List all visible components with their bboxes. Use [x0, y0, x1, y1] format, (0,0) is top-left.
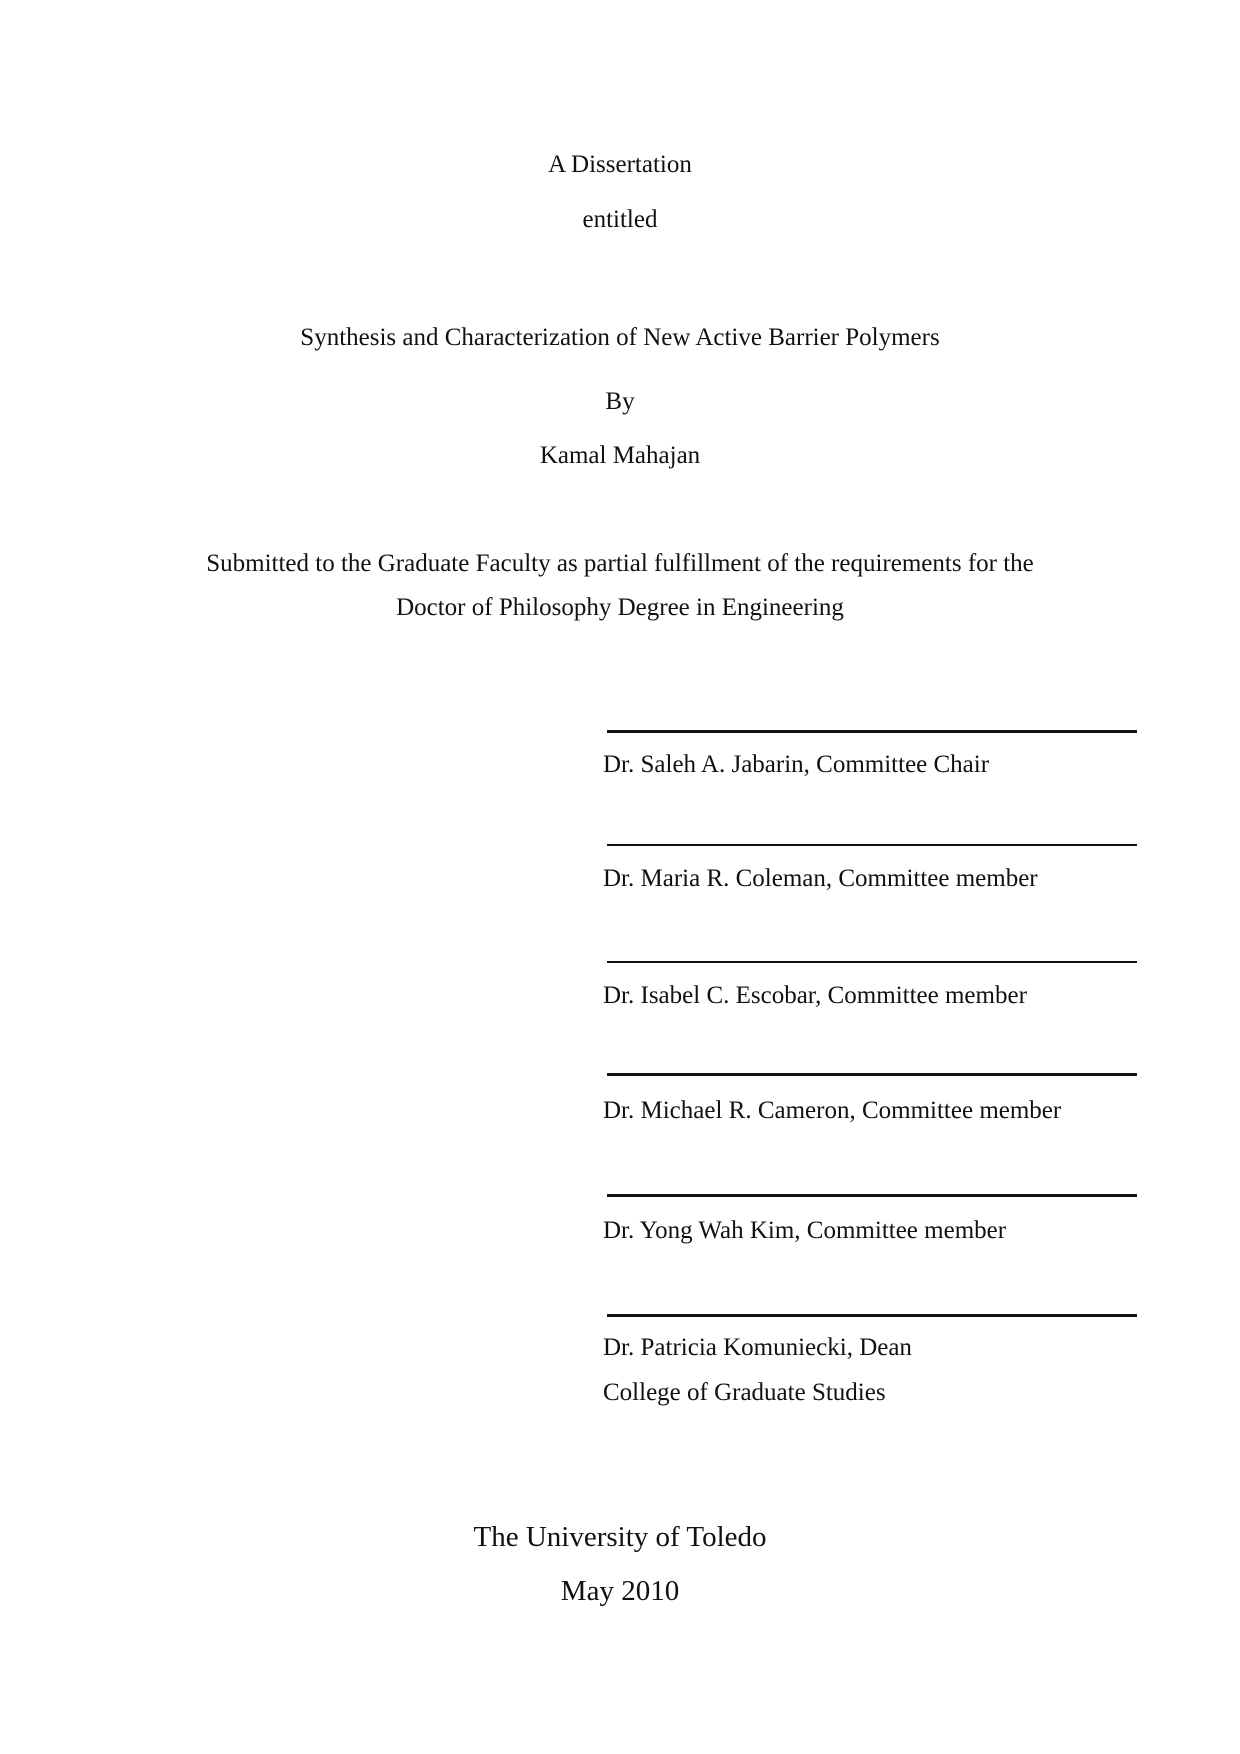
submission-statement: Submitted to the Graduate Faculty as partial fulfillment of the requirements for the: [206, 550, 1034, 577]
dissertation-title: Synthesis and Characterization of New Active Barrier Polymers: [300, 324, 940, 351]
committee-member-name: Dr. Saleh A. Jabarin, Committee Chair: [603, 751, 990, 778]
committee-member-name: Dr. Michael R. Cameron, Committee member: [603, 1097, 1062, 1124]
committee-member-name: Dr. Maria R. Coleman, Committee member: [603, 865, 1038, 892]
entitled-label: entitled: [582, 206, 658, 233]
university-name: The University of Toledo: [473, 1521, 767, 1553]
signature-line: [607, 1073, 1137, 1076]
signature-line: [607, 1194, 1137, 1197]
author-name: Kamal Mahajan: [539, 442, 701, 469]
signature-line: [607, 730, 1137, 733]
by-label: By: [605, 388, 635, 415]
document-type-label: A Dissertation: [548, 151, 692, 178]
dean-college: College of Graduate Studies: [603, 1379, 886, 1406]
committee-member-name: Dr. Yong Wah Kim, Committee member: [603, 1217, 1007, 1244]
signature-line: [607, 961, 1137, 963]
committee-member-name: Dr. Isabel C. Escobar, Committee member: [603, 982, 1027, 1009]
degree-statement: Doctor of Philosophy Degree in Engineering: [396, 594, 844, 621]
dean-name: Dr. Patricia Komuniecki, Dean: [603, 1334, 912, 1361]
signature-line: [607, 1314, 1137, 1317]
signature-line: [607, 844, 1137, 846]
submission-date: May 2010: [560, 1575, 680, 1607]
